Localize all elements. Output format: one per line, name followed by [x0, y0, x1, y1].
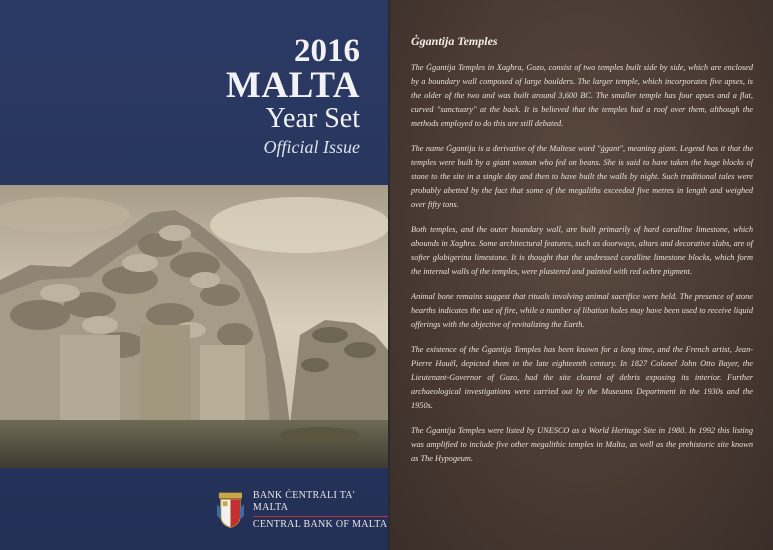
bank-logo: [216, 490, 388, 530]
article-paragraph: The existence of the Ġgantija Temples has been known for a long time, and the French artist, Jean-Pierre Houël, depicted them in the late eighteenth century. In 1827 Colonel John Otto Bayer, the Lieutenant-Governor of Gozo, had the site cleared of debris exposing its interior. Further archaeological investigations were carried out by the Museums Department in the 1930s and the 1950s.: [411, 345, 753, 410]
cover-issue: Official Issue: [263, 137, 360, 157]
temple-photo-illustration: [0, 185, 388, 468]
article-paragraph: Both temples, and the outer boundary wall, are built primarily of hard coralline limestone, which abounds in Xagħra. Some architectural features, such as doorways, altars and decorative slabs, are of softer globigerina limestone. It is thought that the undressed coralline limestone blocks, which form the internal walls of the temples, were plastered and painted with red ochre pigment.: [411, 225, 753, 276]
cover-title-block: [226, 34, 360, 160]
temple-photo: [0, 185, 388, 468]
cover-year: 2016: [294, 33, 360, 69]
article-paragraph: The Ġgantija Temples were listed by UNESCO as a World Heritage Site in 1980. In 1992 this listing was amplified to include five other megalithic temples in Malta, as well as the prehistoric site known as The Hypogeum.: [411, 426, 753, 463]
article: [411, 33, 753, 538]
article-heading: Ġgantija Temples: [411, 34, 498, 48]
article-paragraph: The name Ġgantija is a derivative of the Maltese word "ġgant", meaning giant. Legend has it that the temples were built by a giant woman who fed on beans. She is said to have taken the huge blocks of stone to the site in a single day and then to have built the walls by night. Such traditional tales were probably abetted by the fact that some of the megaliths exceeded five metres in length and weighed over fifty tons.: [411, 144, 753, 209]
bank-crest-icon: [216, 490, 245, 530]
cover-country: MALTA: [225, 65, 360, 106]
article-paragraph: The Ġgantija Temples in Xagħra, Gozo, consist of two temples built side by side, which are enclosed by a boundary wall composed of large boulders. The larger temple, which incorporates five apses, is the older of the two and was built around 3,600 BC. The smaller temple has four apses and a flat, curved "sanctuary" at the back. It is believed that the temples had a roof over them, although the methods employed to do this are still debated.: [411, 63, 753, 128]
bank-name-english: CENTRAL BANK OF MALTA: [252, 518, 388, 530]
text-panel: [390, 0, 773, 550]
bank-name-maltese: BANK ĊENTRALI TA' MALTA: [253, 490, 388, 517]
cover-set-name: Year Set: [265, 103, 360, 134]
article-paragraph: Animal bone remains suggest that rituals involving animal sacrifice were held. The presence of stone hearths indicates the use of fire, while a number of libation holes may have been used to receive liquid offerings with the objective of revitalizing the Earth.: [411, 292, 753, 329]
bank-name: [253, 490, 388, 531]
